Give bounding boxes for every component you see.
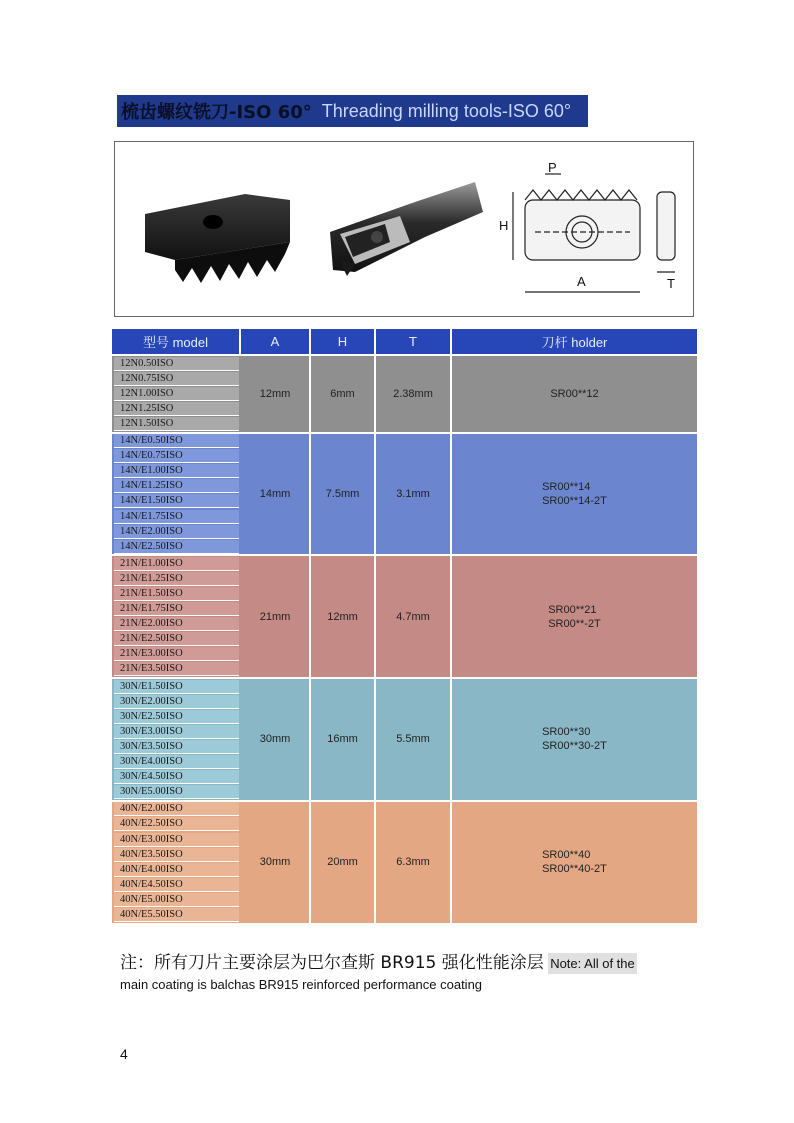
model-row: 14N/E1.00ISO [114, 464, 239, 478]
holder-code: SR00**12 [550, 387, 599, 400]
model-row: 40N/E2.00ISO [114, 802, 239, 816]
cell-t: 2.38mm [376, 356, 452, 432]
cell-h: 20mm [311, 802, 376, 923]
model-row: 14N/E0.75ISO [114, 449, 239, 463]
model-row: 40N/E3.50ISO [114, 848, 239, 862]
coating-note [120, 948, 720, 992]
model-row: 21N/E1.75ISO [114, 602, 239, 616]
insert-image [145, 194, 290, 283]
model-row: 40N/E5.50ISO [114, 908, 239, 922]
model-row: 21N/E2.50ISO [114, 632, 239, 646]
model-row: 30N/E2.50ISO [114, 710, 239, 724]
model-row: 30N/E3.50ISO [114, 740, 239, 754]
model-row: 40N/E4.00ISO [114, 863, 239, 877]
model-row: 21N/E3.00ISO [114, 647, 239, 661]
label-p: P [548, 160, 557, 175]
cell-t: 4.7mm [376, 556, 452, 677]
spec-group [112, 356, 697, 432]
label-t: T [667, 276, 675, 291]
note-chinese: 注：所有刀片主要涂层为巴尔查斯 BR915 强化性能涂层 [120, 953, 544, 973]
cell-a: 30mm [241, 679, 311, 800]
cell-a: 30mm [241, 802, 311, 923]
model-row: 14N/E2.00ISO [114, 525, 239, 539]
cell-t: 6.3mm [376, 802, 452, 923]
holder-code: SR00**40-2T [542, 863, 607, 876]
model-row: 40N/E2.50ISO [114, 817, 239, 831]
holder-code: SR00**21 [548, 603, 597, 616]
cell-h: 12mm [311, 556, 376, 677]
cell-t: 3.1mm [376, 434, 452, 555]
header-holder: 刀杆 holder [452, 329, 697, 354]
spec-group [112, 434, 697, 555]
cell-holder [452, 434, 697, 555]
page-number: 4 [120, 1046, 128, 1062]
model-row: 14N/E1.25ISO [114, 479, 239, 493]
holder-code: SR00**14 [542, 480, 591, 493]
model-row: 40N/E3.00ISO [114, 833, 239, 847]
header-model: 型号 model [112, 329, 241, 354]
model-row: 21N/E1.50ISO [114, 587, 239, 601]
title-english: Threading milling tools-ISO 60° [321, 100, 572, 121]
title-chinese: 梳齿螺纹铣刀-ISO 60° [121, 102, 312, 123]
label-h: H [499, 218, 509, 233]
note-english-part2: main coating is balchas BR915 reinforced performance coating [120, 977, 483, 992]
model-row: 40N/E4.50ISO [114, 878, 239, 892]
model-row: 12N0.50ISO [114, 357, 239, 371]
header-t: T [376, 329, 452, 354]
model-row: 12N1.25ISO [114, 402, 239, 416]
holder-code: SR00**14-2T [542, 494, 607, 507]
spec-group [112, 679, 697, 800]
model-row: 14N/E1.50ISO [114, 494, 239, 508]
model-row: 30N/E2.00ISO [114, 695, 239, 709]
holder-code: SR00**30-2T [542, 740, 607, 753]
spec-group [112, 556, 697, 677]
holder-code: SR00**-2T [548, 617, 601, 630]
model-row: 14N/E2.50ISO [114, 540, 239, 554]
model-row: 21N/E3.50ISO [114, 662, 239, 676]
cell-holder [452, 802, 697, 923]
model-row: 12N1.00ISO [114, 387, 239, 401]
model-row: 14N/E0.50ISO [114, 434, 239, 448]
model-row: 30N/E4.00ISO [114, 755, 239, 769]
cell-holder [452, 556, 697, 677]
cell-a: 14mm [241, 434, 311, 555]
model-row: 30N/E5.00ISO [114, 785, 239, 799]
holder-code: SR00**30 [542, 726, 591, 739]
model-row: 21N/E1.25ISO [114, 572, 239, 586]
cell-h: 6mm [311, 356, 376, 432]
model-row: 40N/E5.00ISO [114, 893, 239, 907]
note-english-part1: Note: All of the [548, 953, 637, 974]
model-row: 30N/E4.50ISO [114, 770, 239, 784]
label-a: A [577, 274, 586, 289]
holder-image [330, 182, 483, 276]
cell-h: 16mm [311, 679, 376, 800]
model-row: 12N1.50ISO [114, 417, 239, 431]
cell-t: 5.5mm [376, 679, 452, 800]
title-bar [117, 95, 588, 127]
cell-a: 21mm [241, 556, 311, 677]
cell-holder [452, 356, 697, 432]
holder-code: SR00**40 [542, 849, 591, 862]
cell-a: 12mm [241, 356, 311, 432]
dimension-drawing [513, 174, 675, 292]
cell-h: 7.5mm [311, 434, 376, 555]
model-row: 21N/E1.00ISO [114, 557, 239, 571]
cell-holder [452, 679, 697, 800]
model-row: 12N0.75ISO [114, 372, 239, 386]
spec-table [112, 329, 697, 921]
model-row: 14N/E1.75ISO [114, 510, 239, 524]
tool-drawings [115, 142, 693, 316]
model-row: 30N/E1.50ISO [114, 680, 239, 694]
spec-group [112, 802, 697, 923]
model-row: 30N/E3.00ISO [114, 725, 239, 739]
model-row: 21N/E2.00ISO [114, 617, 239, 631]
header-a: A [241, 329, 311, 354]
tool-illustration [114, 141, 694, 317]
header-h: H [311, 329, 376, 354]
